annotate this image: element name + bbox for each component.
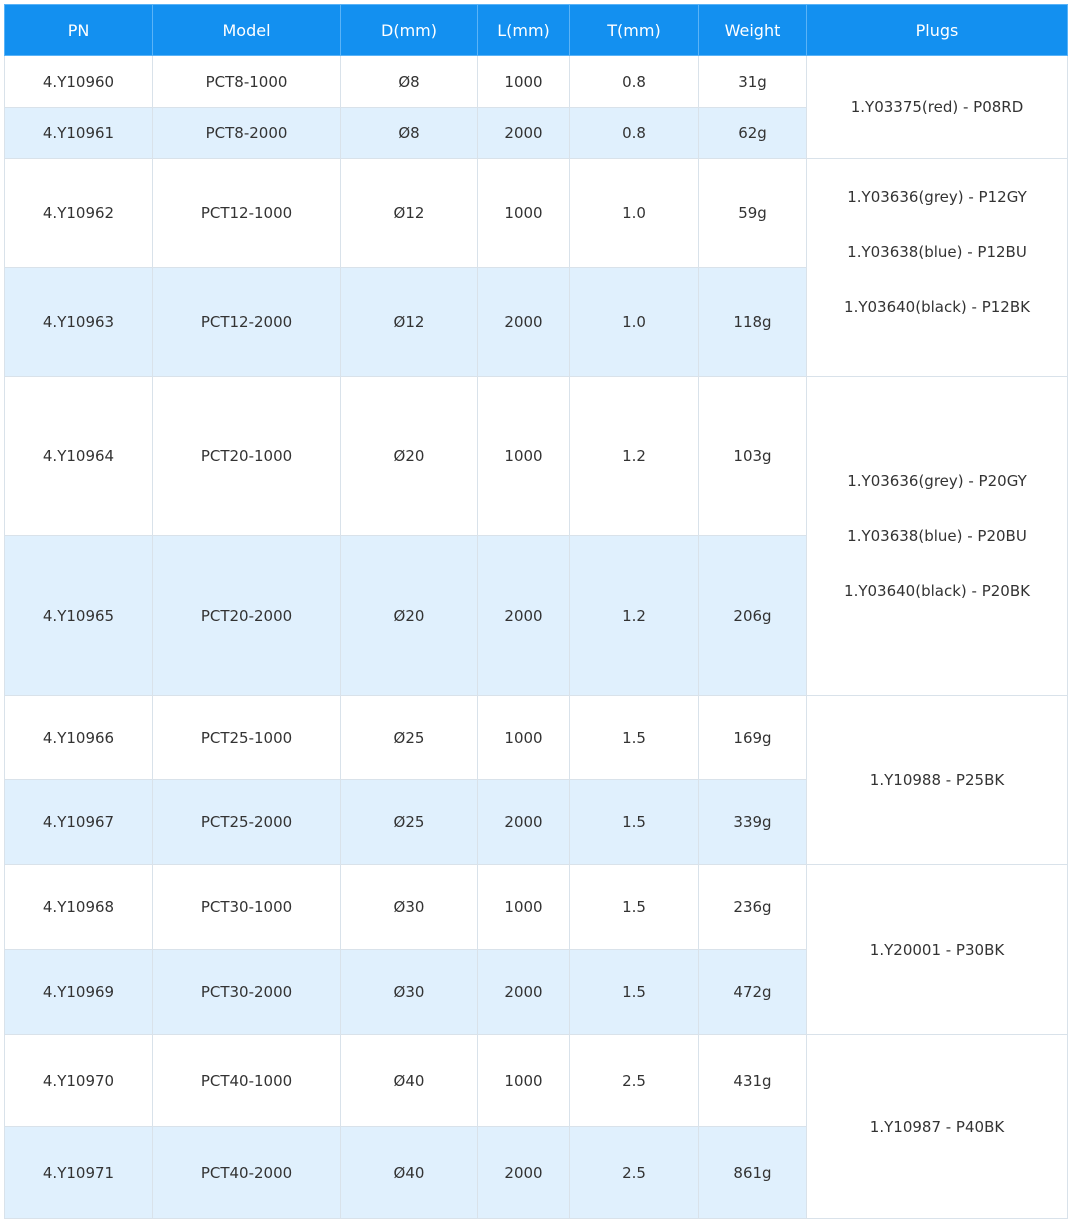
thickness-cell: 1.2 [570,536,699,696]
model-cell: PCT30-2000 [153,950,341,1035]
column-header-weight: Weight [699,5,807,56]
pn-cell: 4.Y10965 [5,536,153,696]
diameter-cell: Ø8 [341,108,478,159]
model-cell: PCT20-2000 [153,536,341,696]
diameter-cell: Ø25 [341,696,478,780]
plug-item: 1.Y03636(grey) - P20GY [847,472,1027,490]
thickness-cell: 0.8 [570,108,699,159]
diameter-cell: Ø40 [341,1127,478,1219]
model-cell: PCT40-1000 [153,1035,341,1127]
plug-item: 1.Y03375(red) - P08RD [850,98,1024,116]
model-cell: PCT20-1000 [153,377,341,536]
model-cell: PCT12-1000 [153,159,341,268]
model-cell: PCT8-2000 [153,108,341,159]
thickness-cell: 0.8 [570,56,699,108]
model-cell: PCT8-1000 [153,56,341,108]
weight-cell: 118g [699,268,807,377]
length-cell: 1000 [478,1035,570,1127]
plugs-cell [807,696,1068,865]
plug-item: 1.Y03638(blue) - P20BU [847,527,1027,545]
thickness-cell: 1.5 [570,865,699,950]
length-cell: 2000 [478,108,570,159]
weight-cell: 169g [699,696,807,780]
diameter-cell: Ø30 [341,865,478,950]
length-cell: 2000 [478,780,570,865]
model-cell: PCT25-2000 [153,780,341,865]
length-cell: 1000 [478,56,570,108]
plug-item: 1.Y03638(blue) - P12BU [847,243,1027,261]
thickness-cell: 1.5 [570,780,699,865]
pn-cell: 4.Y10961 [5,108,153,159]
plug-item: 1.Y03636(grey) - P12GY [847,188,1027,206]
weight-cell: 236g [699,865,807,950]
thickness-cell: 1.2 [570,377,699,536]
weight-cell: 59g [699,159,807,268]
length-cell: 1000 [478,377,570,536]
thickness-cell: 2.5 [570,1127,699,1219]
plugs-cell [807,159,1068,377]
table-row [5,159,1068,268]
length-cell: 2000 [478,536,570,696]
pn-cell: 4.Y10964 [5,377,153,536]
thickness-cell: 1.5 [570,950,699,1035]
length-cell: 2000 [478,268,570,377]
column-header-thickness: T(mm) [570,5,699,56]
plugs-cell [807,1035,1068,1219]
column-header-plugs: Plugs [807,5,1068,56]
weight-cell: 431g [699,1035,807,1127]
pn-cell: 4.Y10966 [5,696,153,780]
thickness-cell: 2.5 [570,1035,699,1127]
diameter-cell: Ø40 [341,1035,478,1127]
model-cell: PCT12-2000 [153,268,341,377]
diameter-cell: Ø20 [341,377,478,536]
weight-cell: 206g [699,536,807,696]
weight-cell: 339g [699,780,807,865]
column-header-length: L(mm) [478,5,570,56]
column-header-diameter: D(mm) [341,5,478,56]
pn-cell: 4.Y10971 [5,1127,153,1219]
thickness-cell: 1.5 [570,696,699,780]
length-cell: 1000 [478,696,570,780]
table-row [5,377,1068,536]
length-cell: 1000 [478,159,570,268]
pn-cell: 4.Y10962 [5,159,153,268]
model-cell: PCT25-1000 [153,696,341,780]
pn-cell: 4.Y10969 [5,950,153,1035]
weight-cell: 62g [699,108,807,159]
plug-item: 1.Y03640(black) - P12BK [844,298,1030,316]
model-cell: PCT30-1000 [153,865,341,950]
thickness-cell: 1.0 [570,159,699,268]
diameter-cell: Ø30 [341,950,478,1035]
diameter-cell: Ø12 [341,268,478,377]
diameter-cell: Ø8 [341,56,478,108]
weight-cell: 31g [699,56,807,108]
table-row [5,56,1068,108]
table-row [5,1035,1068,1127]
length-cell: 2000 [478,1127,570,1219]
thickness-cell: 1.0 [570,268,699,377]
plug-item: 1.Y10987 - P40BK [869,1117,1005,1136]
model-cell: PCT40-2000 [153,1127,341,1219]
table-row [5,865,1068,950]
diameter-cell: Ø20 [341,536,478,696]
pn-cell: 4.Y10960 [5,56,153,108]
weight-cell: 472g [699,950,807,1035]
weight-cell: 861g [699,1127,807,1219]
pn-cell: 4.Y10968 [5,865,153,950]
length-cell: 2000 [478,950,570,1035]
length-cell: 1000 [478,865,570,950]
plug-item: 1.Y03640(black) - P20BK [844,582,1030,600]
pn-cell: 4.Y10963 [5,268,153,377]
diameter-cell: Ø12 [341,159,478,268]
plugs-cell [807,56,1068,159]
diameter-cell: Ø25 [341,780,478,865]
product-spec-table [4,4,1068,1219]
plug-item: 1.Y10988 - P25BK [869,771,1005,789]
pn-cell: 4.Y10967 [5,780,153,865]
table-row [5,696,1068,780]
column-header-pn: PN [5,5,153,56]
plugs-cell [807,865,1068,1035]
plugs-cell [807,377,1068,696]
weight-cell: 103g [699,377,807,536]
table-header-row [5,5,1068,56]
plug-item: 1.Y20001 - P30BK [869,940,1005,959]
pn-cell: 4.Y10970 [5,1035,153,1127]
column-header-model: Model [153,5,341,56]
